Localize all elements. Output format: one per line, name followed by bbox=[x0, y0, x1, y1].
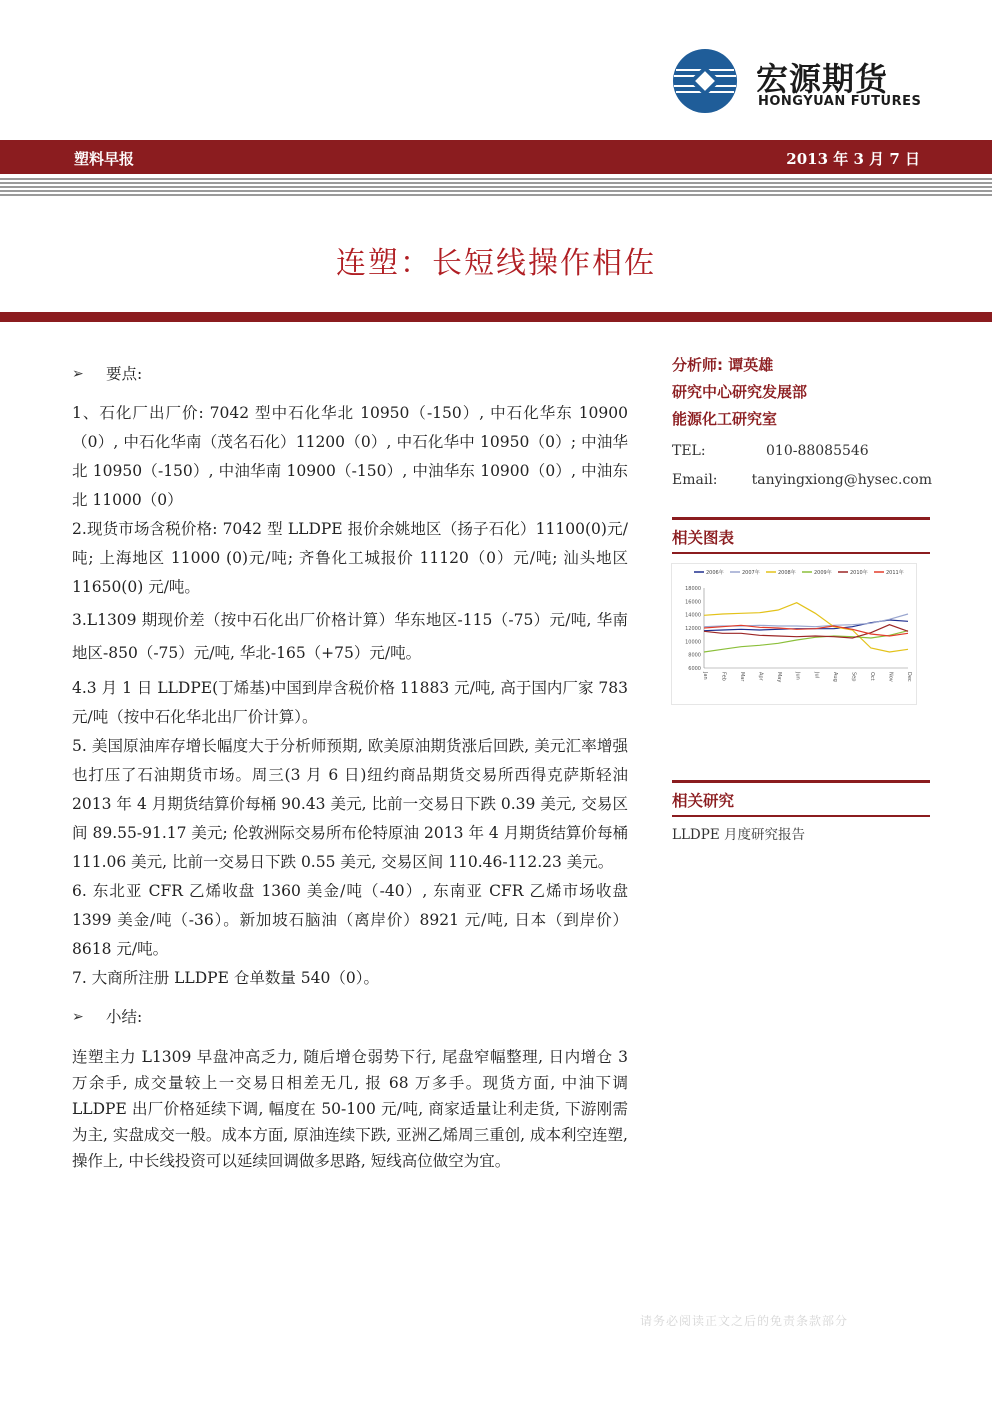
key-points-label: 要点: bbox=[106, 365, 143, 383]
summary-label: 小结: bbox=[106, 1008, 143, 1026]
price-chart-svg bbox=[672, 564, 916, 704]
chart-legend-label: 2007年 bbox=[742, 570, 760, 576]
contact-info bbox=[672, 437, 932, 495]
price-chart bbox=[672, 564, 916, 704]
chart-series-line bbox=[704, 614, 908, 627]
disclaimer: 请务必阅读正文之后的免责条款部分 bbox=[640, 1314, 849, 1328]
chart-series-line bbox=[704, 603, 908, 652]
brand-name-en: HONGYUAN FUTURES bbox=[758, 94, 922, 109]
point-1: 1、石化厂出厂价: 7042 型中石化华北 10950（-150）, 中石化华东 10900（0）, 中石化华南（茂名石化）11200（0）, 中石化华中 10950（0）; 中油华北 10950（-150）, 中油华南 10900（-150）, 中油华东 10900（0）, 中油东北 11000（0） bbox=[72, 404, 629, 509]
chart-x-tick-label: Mar bbox=[739, 672, 746, 682]
chart-legend-label: 2011年 bbox=[886, 570, 904, 576]
summary-text: 连塑主力 L1309 早盘冲高乏力, 随后增仓弱势下行, 尾盘窄幅整理, 日内增仓 3 万余手, 成交量较上一交易日相差无几, 报 68 万多手。现货方面, 中油下调 LLDPE 出厂价格延续下调, 幅度在 50-100 元/吨, 商家适量让利走货, 下游刚需为主, 实盘成交一般。成本方面, 原油连续下跌, 亚洲乙烯周三重创, 成本利空连塑, 操作上, 中长线投资可以延续回调做多思路, 短线高位做空为宜。 bbox=[72, 1048, 628, 1170]
chart-x-tick-label: May bbox=[776, 672, 783, 683]
chart-x-tick-label: Oct bbox=[868, 672, 875, 681]
chart-x-tick-label: Feb bbox=[720, 672, 727, 681]
related-research-heading: 相关研究 bbox=[672, 780, 930, 817]
arrow-bullet-icon: ➢ bbox=[72, 1009, 84, 1025]
report-header-bar bbox=[0, 140, 992, 174]
point-5: 5. 美国原油库存增长幅度大于分析师预期, 欧美原油期货涨后回跌, 美元汇率增强也打压了石油期货市场。周三(3 月 6 日)纽约商品期货交易所西得克萨斯轻油 2013 年 4 月期货结算价每桶 90.43 美元, 比前一交易日下跌 0.39 美元, 交易区间 89.55-91.17 美元; 伦敦洲际交易所布伦特原油 2013 年 4 月期货结算价每桶 111.06 美元, 比前一交易日下跌 0.55 美元, 交易区间 110.46-112.23 美元。 bbox=[72, 737, 628, 871]
analyst-dept: 研究中心研究发展部 bbox=[672, 383, 808, 401]
chart-y-tick-label: 14000 bbox=[685, 612, 701, 619]
chart-y-tick-label: 12000 bbox=[685, 626, 701, 632]
sidebar bbox=[672, 352, 932, 843]
point-3: 3.L1309 期现价差（按中石化出厂价格计算）华东地区-115（-75）元/吨, 华南地区-850（-75）元/吨, 华北-165（+75）元/吨。 bbox=[72, 611, 628, 662]
chart-legend-label: 2008年 bbox=[778, 570, 796, 576]
hongyuan-logo-icon bbox=[672, 48, 738, 114]
brand-logo bbox=[672, 48, 922, 116]
chart-x-tick-label: Sep bbox=[850, 672, 857, 682]
analyst-office: 能源化工研究室 bbox=[672, 410, 778, 428]
point-4: 4.3 月 1 日 LLDPE(丁烯基)中国到岸含税价格 11883 元/吨, 高于国内厂家 783 元/吨（按中石化华北出厂价计算）。 bbox=[72, 679, 628, 726]
tel-value: 010-88085546 bbox=[766, 443, 869, 459]
summary-heading bbox=[72, 1003, 628, 1032]
page-title: 连塑：长短线操作相佐 bbox=[336, 246, 656, 281]
email-value: tanyingxiong@hysec.com bbox=[751, 472, 932, 488]
point-2: 2.现货市场含税价格: 7042 型 LLDPE 报价余姚地区（扬子石化）11100(0)元/吨; 上海地区 11000 (0)元/吨; 齐鲁化工城报价 11120（0）元/吨; 汕头地区 11650(0) 元/吨。 bbox=[72, 520, 628, 596]
email-label: Email: bbox=[672, 472, 718, 488]
title-divider bbox=[0, 312, 992, 322]
chart-y-tick-label: 18000 bbox=[685, 586, 701, 592]
arrow-bullet-icon: ➢ bbox=[72, 366, 84, 382]
header-stripes bbox=[0, 178, 992, 198]
chart-x-tick-label: Nov bbox=[887, 672, 894, 682]
chart-y-tick-label: 16000 bbox=[685, 599, 701, 606]
chart-x-tick-label: Apr bbox=[757, 672, 764, 681]
chart-y-tick-label: 6000 bbox=[688, 666, 701, 672]
chart-x-tick-label: Jan bbox=[702, 672, 708, 680]
chart-x-tick-label: Aug bbox=[831, 672, 838, 682]
chart-legend-label: 2006年 bbox=[706, 570, 724, 576]
analyst-name: 分析师: 谭英雄 bbox=[672, 356, 774, 374]
chart-y-tick-label: 8000 bbox=[688, 652, 701, 659]
point-6: 6. 东北亚 CFR 乙烯收盘 1360 美金/吨（-40）, 东南亚 CFR 乙烯市场收盘 1399 美金/吨（-36）。新加坡石脑油（离岸价）8921 元/吨, 日本（到岸价）8618 元/吨。 bbox=[72, 882, 628, 958]
tel-label: TEL: bbox=[672, 443, 706, 459]
related-research-item[interactable]: LLDPE 月度研究报告 bbox=[672, 827, 805, 843]
report-date: 2013 年 3 月 7 日 bbox=[786, 150, 920, 168]
key-points-heading bbox=[72, 360, 628, 389]
chart-legend-label: 2010年 bbox=[850, 570, 868, 576]
chart-x-tick-label: Dec bbox=[906, 672, 912, 682]
chart-y-tick-label: 10000 bbox=[685, 639, 701, 646]
report-type: 塑料早报 bbox=[74, 150, 135, 168]
related-charts-heading: 相关图表 bbox=[672, 517, 930, 554]
brand-name-cn: 宏源期货 bbox=[756, 60, 889, 98]
chart-legend-label: 2009年 bbox=[814, 570, 832, 576]
chart-x-tick-label: Jun bbox=[794, 672, 801, 680]
point-7: 7. 大商所注册 LLDPE 仓单数量 540（0）。 bbox=[72, 969, 379, 987]
chart-x-tick-label: Jul bbox=[813, 672, 820, 679]
main-content bbox=[72, 360, 628, 1174]
